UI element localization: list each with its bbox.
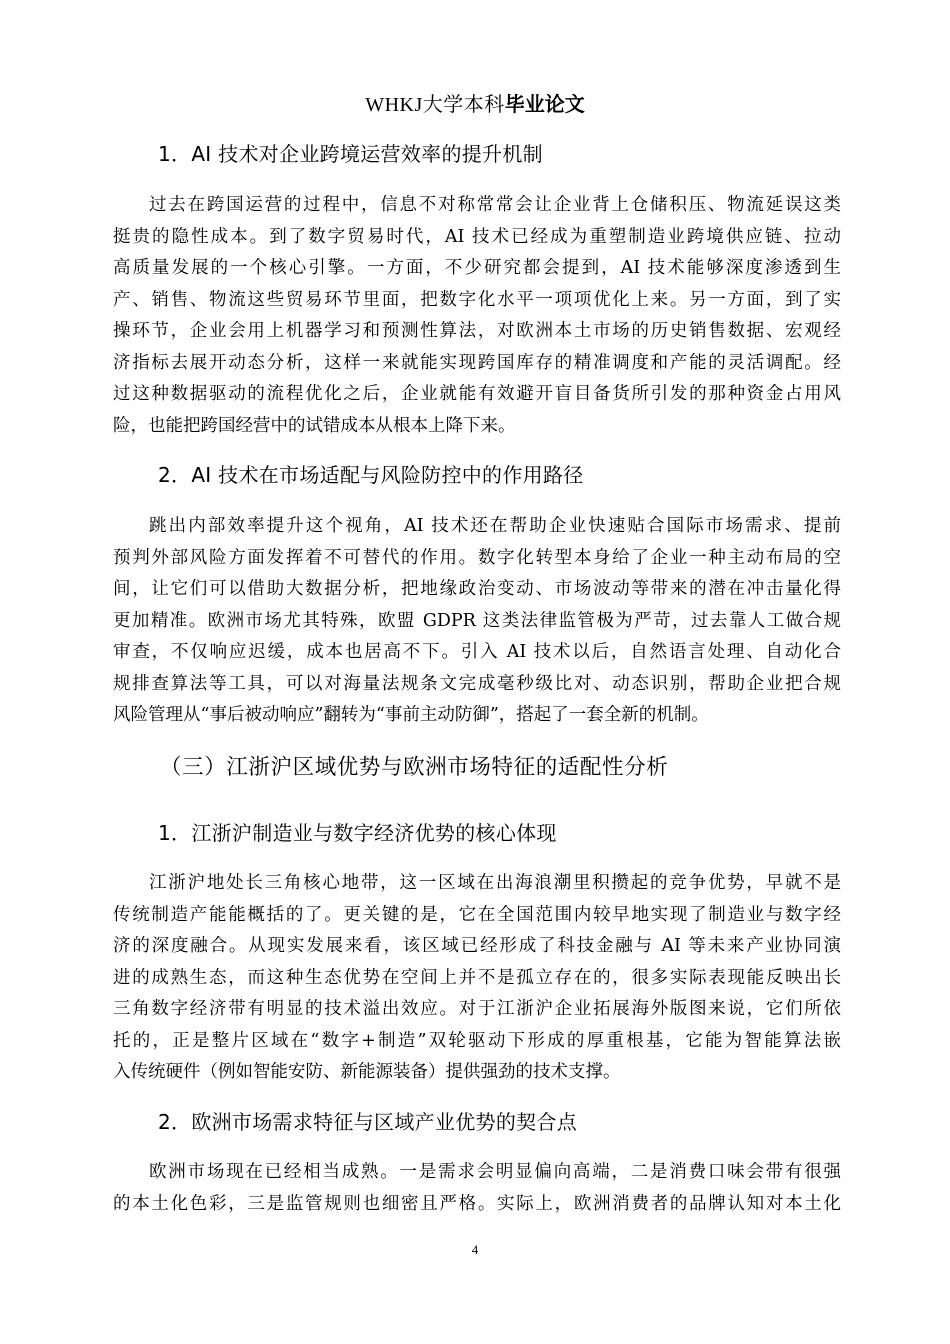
header-suffix: 毕业论文 [504, 92, 585, 116]
paragraph-4 [113, 1157, 841, 1220]
paragraph-line: 入传统硬件（例如智能安防、新能源装备）提供强劲的技术支撑。 [113, 1062, 621, 1082]
paragraph-line: 的本土化色彩，三是监管规则也细密且严格。实际上，欧洲消费者的品牌认知对本土化 [113, 1193, 841, 1214]
paragraph-line: 济指标去展开动态分析，这样一来就能实现跨国库存的精准调度和产能的灵活调配。经 [113, 352, 841, 373]
paragraph-line: 高质量发展的一个核心引擎。一方面，不少研究都会提到，AI 技术能够深度渗透到生 [113, 258, 841, 278]
paragraph-line: 产、销售、物流这些贸易环节里面，把数字化水平一项项优化上来。另一方面，到了实 [113, 289, 841, 310]
paragraph-line: 更加精准。欧洲市场尤其特殊，欧盟 GDPR 这类法律监管极为严苛，过去靠人工做合规 [113, 610, 841, 631]
header-prefix: WHKJ大学本科 [365, 94, 505, 116]
section-heading-4: 1．江浙沪制造业与数字经济优势的核心体现 [158, 821, 557, 845]
paragraph-line: 三角数字经济带有明显的技术溢出效应。对于江浙沪企业拓展海外版图来说，它们所依 [113, 999, 841, 1019]
section-heading-1: 1．AI 技术对企业跨境运营效率的提升机制 [158, 142, 543, 166]
paragraph-line: 欧洲市场现在已经相当成熟。一是需求会明显偏向高端，二是消费口味会带有很强 [149, 1162, 841, 1182]
paragraph-line: 济的深度融合。从现实发展来看，该区域已经形成了科技金融与 AI 等未来产业协同演 [113, 936, 841, 956]
paragraph-line: 审查，不仅响应迟缓，成本也居高不下。引入 AI 技术以后，自然语言处理、自动化合 [113, 642, 841, 662]
paragraph-line: 跳出内部效率提升这个视角，AI 技术还在帮助企业快速贴合国际市场需求、提前 [149, 516, 841, 536]
paragraph-line: 风险管理从“事后被动响应”翻转为“事前主动防御”，搭起了一套全新的机制。 [113, 705, 709, 725]
paragraph-line: 过这种数据驱动的流程优化之后，企业就能有效避开盲目备货所引发的那种资金占用风 [113, 384, 841, 404]
section-heading-2: 2．AI 技术在市场适配与风险防控中的作用路径 [158, 463, 584, 487]
section-heading-5: 2．欧洲市场需求特征与区域产业优势的契合点 [158, 1110, 578, 1134]
paragraph-line: 间，让它们可以借助大数据分析，把地缘政治变动、市场波动等带来的潜在冲击量化得 [113, 579, 841, 599]
running-header [0, 90, 950, 119]
paragraph-2 [113, 511, 841, 732]
section-heading-3: （三）江浙沪区域优势与欧洲市场特征的适配性分析 [160, 755, 669, 780]
paragraph-3 [113, 868, 841, 1089]
paragraph-line: 挺贵的隐性成本。到了数字贸易时代，AI 技术已经成为重塑制造业跨境供应链、拉动 [113, 226, 841, 247]
paragraph-line: 托的，正是整片区域在“数字+制造”双轮驱动下形成的厚重根基，它能为智能算法嵌 [113, 1030, 841, 1051]
paragraph-line: 过去在跨国运营的过程中，信息不对称常常会让企业背上仓储积压、物流延误这类 [149, 195, 841, 215]
paragraph-line: 进的成熟生态，而这种生态优势在空间上并不是孤立存在的，很多实际表现能反映出长 [113, 967, 841, 988]
paragraph-line: 预判外部风险方面发挥着不可替代的作用。数字化转型本身给了企业一种主动布局的空 [113, 547, 841, 568]
paragraph-1 [113, 190, 841, 442]
paragraph-line: 传统制造产能能概括的了。更关键的是，它在全国范围内较早地实现了制造业与数字经 [113, 904, 841, 925]
paragraph-line: 险，也能把跨国经营中的试错成本从根本上降下来。 [113, 415, 516, 436]
paragraph-line: 江浙沪地处长三角核心地带，这一区域在出海浪潮里积攒起的竞争优势，早就不是 [149, 873, 841, 893]
paragraph-line: 规排查算法等工具，可以对海量法规条文完成毫秒级比对、动态识别，帮助企业把合规 [113, 673, 841, 694]
page-number: 4 [471, 1242, 479, 1257]
paragraph-line: 操环节，企业会用上机器学习和预测性算法，对欧洲本土市场的历史销售数据、宏观经 [113, 321, 841, 341]
